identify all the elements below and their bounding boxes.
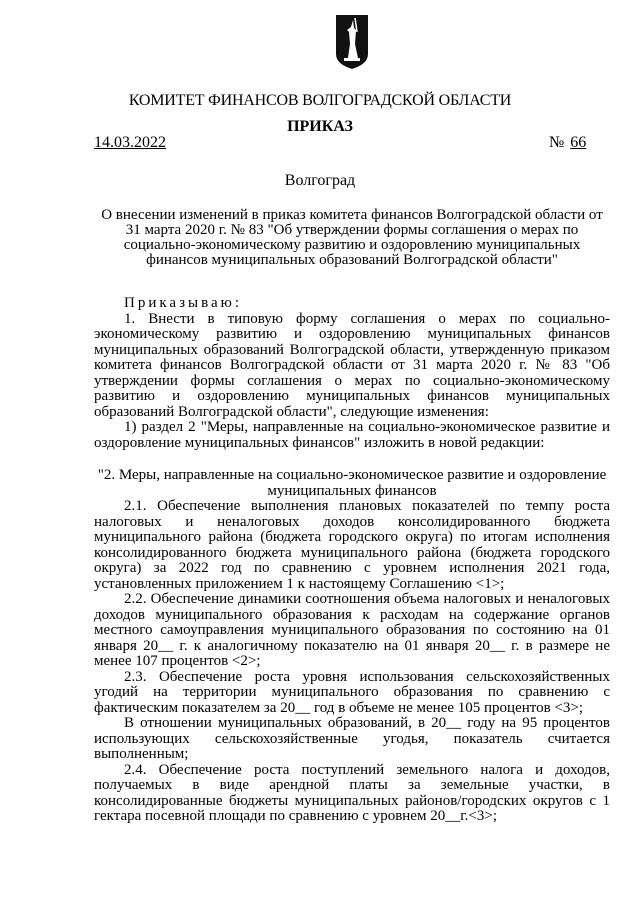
paragraph-2-2: 2.2. Обеспечение динамики соотношения объема налоговых и неналоговых доходов муниципального образования к расходам на содержание органов местного самоуправления муниципального образования по состоянию на 01 января 20__ г. к аналогичному показателю на 01 января 20__ г. в размере не менее 107 процентов <2>; [94,591,610,669]
paragraph-2-3: 2.3. Обеспечение роста уровня использования сельскохозяйственных угодий на территории муниципального образования по сравнению с фактическим показателем за 20__ год в объеме не менее 105 процентов <3>; [94,668,610,716]
section-2-title: "2. Меры, направленные на социально-экономическое развитие и оздоровление муниципальных финансов [97,467,607,499]
number-label: № [549,134,565,151]
paragraph-2-4: 2.4. Обеспечение роста поступлений земельного налога и доходов, получаемых в виде арендной платы за земельные участки, в консолидированные бюджеты муниципальных районов/городских округов с 1 гектара посевной площади по сравнению с уровнем 20__г.<3>; [94,761,610,824]
order-word: Приказываю: [124,295,242,311]
paragraph-1-1: 1) раздел 2 "Меры, направленные на социально-экономическое развитие и оздоровление муниципальных финансов" изложить в новой редакции: [94,419,610,451]
number-value: 66 [570,134,587,151]
document-number [549,134,586,152]
document-title: О внесении изменений в приказ комитета финансов Волгоградской области от 31 марта 2020 г. № 83 "Об утверждении формы соглашения о мерах по социально-экономическому развитию и оздоровлению муниципальных финансов муниципальных образований Волгоградской области" [101,207,603,268]
volgograd-coat-of-arms-icon [335,14,369,70]
organization-name: КОМИТЕТ ФИНАНСОВ ВОЛГОГРАДСКОЙ ОБЛАСТИ [128,92,512,109]
document-body [94,296,610,825]
paragraph-2-3-note: В отношении муниципальных образований, в 20__ году на 95 процентов использующих сельскохозяйственные угодья, показатель считается выполненным; [94,715,610,762]
document-type: ПРИКАЗ [287,118,353,135]
paragraph-2-1: 2.1. Обеспечение выполнения плановых показателей по темпу роста налоговых и неналоговых доходов консолидированного бюджета муниципального района (бюджета городского округа) по итогам исполнения консолидированного бюджета муниципального района (бюджета городского округа) за 2022 год по сравнению с уровнем исполнения 2021 года, установленных приложением 1 к настоящему Соглашению <1>; [94,498,610,592]
paragraph-1: 1. Внести в типовую форму соглашения о мерах по социально-экономическому развитию и оздоровлению муниципальных финансов муниципальных образований Волгоградской области, утвержденную приказом комитета финансов Волгоградской области от 31 марта 2020 г. № 83 "Об утверждении формы соглашения о мерах по социально-экономическому развитию и оздоровлению муниципальных финансов муниципальных образований Волгоградской области", следующие изменения: [94,310,610,420]
document-date: 14.03.2022 [94,134,166,151]
document-city: Волгоград [284,172,356,189]
